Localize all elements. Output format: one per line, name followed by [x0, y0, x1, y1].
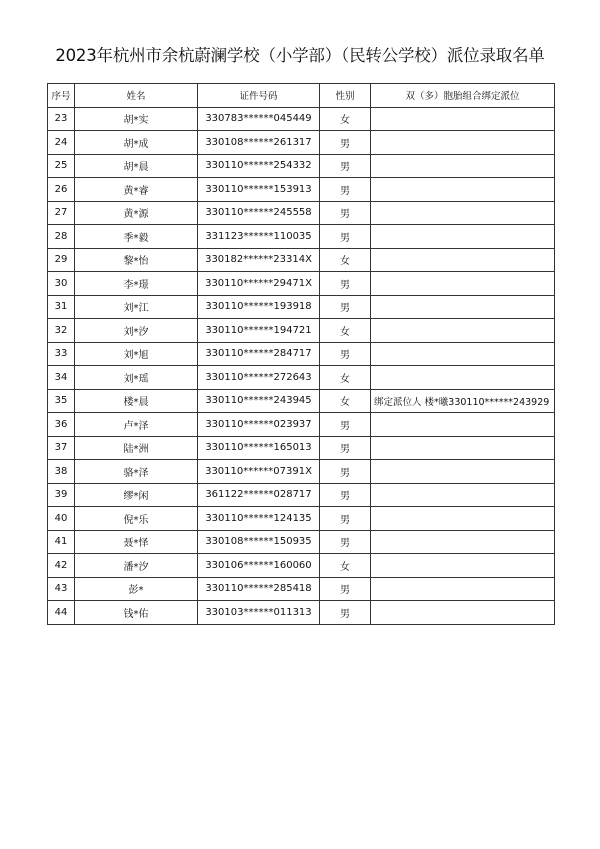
cell-name: 聂*怿 [75, 530, 198, 554]
cell-name: 刘*旭 [75, 342, 198, 366]
cell-id-number: 330108******261317 [198, 131, 320, 155]
cell-sex: 女 [320, 554, 371, 578]
table-row [48, 272, 555, 296]
cell-seq: 34 [48, 366, 75, 390]
header-id: 证件号码 [198, 84, 320, 108]
table-row [48, 366, 555, 390]
table-row [48, 225, 555, 249]
cell-seq: 37 [48, 436, 75, 460]
cell-sex: 女 [320, 107, 371, 131]
cell-id-number: 330110******124135 [198, 507, 320, 531]
cell-name: 胡*实 [75, 107, 198, 131]
cell-id-number: 330110******245558 [198, 201, 320, 225]
cell-note [371, 154, 555, 178]
cell-note [371, 272, 555, 296]
table-row [48, 389, 555, 413]
table-row [48, 577, 555, 601]
cell-seq: 32 [48, 319, 75, 343]
cell-id-number: 330110******07391X [198, 460, 320, 484]
cell-note [371, 342, 555, 366]
cell-name: 胡*晨 [75, 154, 198, 178]
cell-note [371, 601, 555, 625]
cell-note [371, 436, 555, 460]
cell-id-number: 330108******150935 [198, 530, 320, 554]
cell-name: 黄*睿 [75, 178, 198, 202]
cell-sex: 男 [320, 601, 371, 625]
cell-name: 卢*泽 [75, 413, 198, 437]
cell-sex: 男 [320, 272, 371, 296]
table-row [48, 507, 555, 531]
header-note: 双（多）胞胎组合绑定派位 [371, 84, 555, 108]
cell-id-number: 330110******254332 [198, 154, 320, 178]
cell-seq: 43 [48, 577, 75, 601]
cell-note [371, 248, 555, 272]
header-seq: 序号 [48, 84, 75, 108]
cell-seq: 28 [48, 225, 75, 249]
page-title: 2023年杭州市余杭蔚澜学校（小学部）（民转公学校）派位录取名单 [55, 46, 545, 65]
cell-sex: 男 [320, 507, 371, 531]
cell-id-number: 330110******193918 [198, 295, 320, 319]
cell-id-number: 361122******028717 [198, 483, 320, 507]
cell-seq: 42 [48, 554, 75, 578]
cell-note [371, 319, 555, 343]
cell-id-number: 330110******285418 [198, 577, 320, 601]
cell-sex: 女 [320, 389, 371, 413]
cell-sex: 男 [320, 436, 371, 460]
cell-id-number: 330182******23314X [198, 248, 320, 272]
cell-note [371, 295, 555, 319]
cell-sex: 男 [320, 342, 371, 366]
cell-name: 陆*洲 [75, 436, 198, 460]
cell-sex: 男 [320, 154, 371, 178]
cell-seq: 27 [48, 201, 75, 225]
cell-sex: 男 [320, 225, 371, 249]
cell-name: 潘*汐 [75, 554, 198, 578]
cell-name: 李*璟 [75, 272, 198, 296]
cell-id-number: 330103******011313 [198, 601, 320, 625]
cell-id-number: 330106******160060 [198, 554, 320, 578]
cell-seq: 23 [48, 107, 75, 131]
table-row [48, 413, 555, 437]
cell-sex: 女 [320, 248, 371, 272]
cell-note [371, 577, 555, 601]
cell-note [371, 460, 555, 484]
cell-name: 黎*怡 [75, 248, 198, 272]
cell-sex: 男 [320, 460, 371, 484]
table-row [48, 248, 555, 272]
table-row [48, 107, 555, 131]
cell-name: 钱*佑 [75, 601, 198, 625]
cell-seq: 29 [48, 248, 75, 272]
cell-sex: 女 [320, 366, 371, 390]
cell-seq: 41 [48, 530, 75, 554]
cell-note [371, 178, 555, 202]
header-name: 姓名 [75, 84, 198, 108]
cell-seq: 26 [48, 178, 75, 202]
cell-id-number: 330110******165013 [198, 436, 320, 460]
cell-id-number: 330110******194721 [198, 319, 320, 343]
cell-name: 缪*闲 [75, 483, 198, 507]
cell-sex: 女 [320, 319, 371, 343]
cell-sex: 男 [320, 413, 371, 437]
cell-id-number: 330110******023937 [198, 413, 320, 437]
cell-seq: 25 [48, 154, 75, 178]
cell-name: 倪*乐 [75, 507, 198, 531]
cell-seq: 38 [48, 460, 75, 484]
table-row [48, 201, 555, 225]
cell-note [371, 413, 555, 437]
cell-seq: 24 [48, 131, 75, 155]
cell-sex: 男 [320, 483, 371, 507]
cell-seq: 30 [48, 272, 75, 296]
table-row [48, 460, 555, 484]
cell-id-number: 330110******29471X [198, 272, 320, 296]
cell-name: 刘*汐 [75, 319, 198, 343]
cell-sex: 男 [320, 577, 371, 601]
admission-table [47, 83, 555, 625]
table-row [48, 554, 555, 578]
table-row [48, 178, 555, 202]
table-row [48, 131, 555, 155]
table-row [48, 436, 555, 460]
table-row [48, 295, 555, 319]
cell-seq: 40 [48, 507, 75, 531]
cell-seq: 35 [48, 389, 75, 413]
cell-note [371, 225, 555, 249]
cell-id-number: 330783******045449 [198, 107, 320, 131]
cell-sex: 男 [320, 201, 371, 225]
header-sex: 性别 [320, 84, 371, 108]
cell-seq: 39 [48, 483, 75, 507]
cell-seq: 31 [48, 295, 75, 319]
cell-name: 季*毅 [75, 225, 198, 249]
cell-seq: 33 [48, 342, 75, 366]
cell-note [371, 366, 555, 390]
cell-note: 绑定派位人 楼*曦330110******243929 [371, 389, 555, 413]
cell-note [371, 131, 555, 155]
table-body [48, 107, 555, 624]
cell-sex: 男 [320, 530, 371, 554]
cell-seq: 44 [48, 601, 75, 625]
cell-name: 骆*泽 [75, 460, 198, 484]
cell-sex: 男 [320, 131, 371, 155]
table-row [48, 154, 555, 178]
cell-name: 彭* [75, 577, 198, 601]
cell-note [371, 201, 555, 225]
cell-id-number: 330110******153913 [198, 178, 320, 202]
cell-note [371, 107, 555, 131]
cell-seq: 36 [48, 413, 75, 437]
cell-name: 楼*晨 [75, 389, 198, 413]
cell-note [371, 507, 555, 531]
cell-name: 刘*江 [75, 295, 198, 319]
cell-note [371, 554, 555, 578]
cell-id-number: 330110******272643 [198, 366, 320, 390]
cell-id-number: 330110******243945 [198, 389, 320, 413]
table-row [48, 319, 555, 343]
table-header-row [48, 84, 555, 108]
table-row [48, 530, 555, 554]
table-row [48, 342, 555, 366]
cell-note [371, 530, 555, 554]
cell-id-number: 330110******284717 [198, 342, 320, 366]
cell-note [371, 483, 555, 507]
cell-name: 刘*瑶 [75, 366, 198, 390]
cell-sex: 男 [320, 178, 371, 202]
cell-id-number: 331123******110035 [198, 225, 320, 249]
cell-name: 胡*成 [75, 131, 198, 155]
table-row [48, 483, 555, 507]
table-row [48, 601, 555, 625]
cell-name: 黄*源 [75, 201, 198, 225]
cell-sex: 男 [320, 295, 371, 319]
